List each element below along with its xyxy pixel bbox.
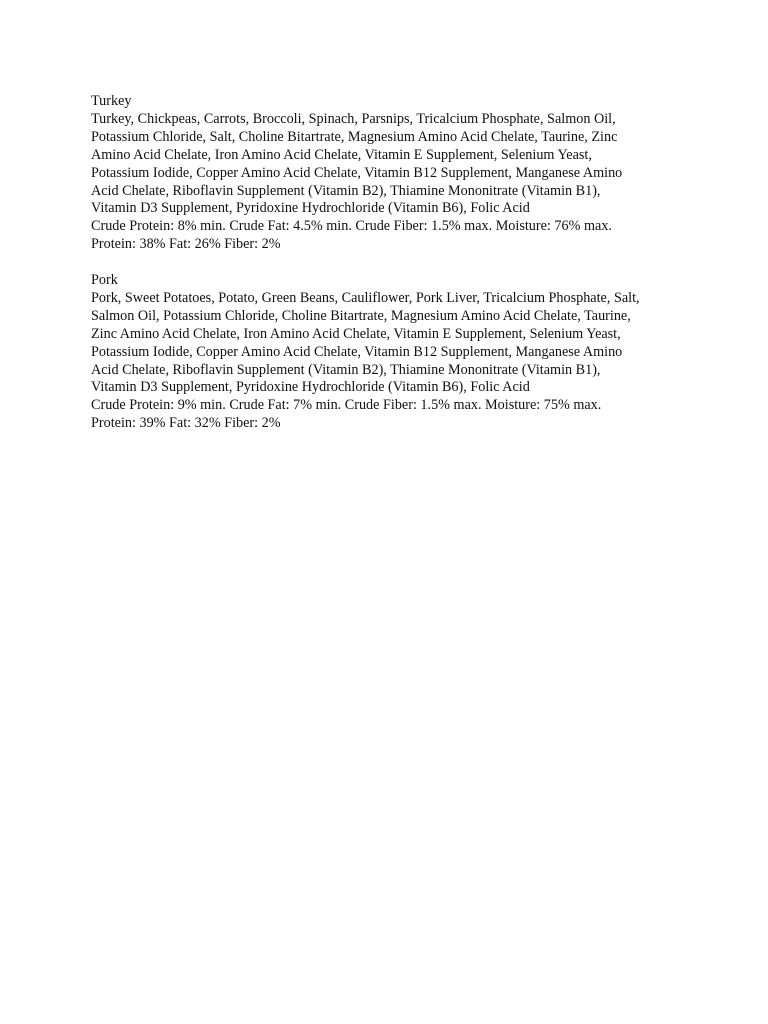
ingredient-line: Potassium Iodide, Copper Amino Acid Chelate, Vitamin B12 Supplement, Manganese Amino [91, 343, 623, 360]
ingredient-line: Salmon Oil, Potassium Chloride, Choline Bitartrate, Magnesium Amino Acid Chelate, Taurine, [91, 307, 631, 324]
document-body [91, 93, 691, 433]
guaranteed-analysis: Crude Protein: 8% min. Crude Fat: 4.5% min. Crude Fiber: 1.5% max. Moisture: 76% max. [91, 218, 612, 235]
ingredient-line: Vitamin D3 Supplement, Pyridoxine Hydrochloride (Vitamin B6), Folic Acid [91, 200, 530, 217]
ingredient-line: Turkey, Chickpeas, Carrots, Broccoli, Spinach, Parsnips, Tricalcium Phosphate, Salmon Oil, [91, 110, 616, 127]
ingredient-line: Vitamin D3 Supplement, Pyridoxine Hydrochloride (Vitamin B6), Folic Acid [91, 379, 530, 396]
ingredient-line: Acid Chelate, Riboflavin Supplement (Vitamin B2), Thiamine Mononitrate (Vitamin B1), [91, 182, 601, 199]
ingredient-line: Potassium Iodide, Copper Amino Acid Chelate, Vitamin B12 Supplement, Manganese Amino [91, 164, 623, 181]
ingredient-line: Potassium Chloride, Salt, Choline Bitartrate, Magnesium Amino Acid Chelate, Taurine, Zinc [91, 128, 618, 145]
ingredient-line: Zinc Amino Acid Chelate, Iron Amino Acid Chelate, Vitamin E Supplement, Selenium Yeast, [91, 325, 621, 342]
recipe-section-turkey [91, 93, 691, 254]
guaranteed-analysis: Crude Protein: 9% min. Crude Fat: 7% min. Crude Fiber: 1.5% max. Moisture: 75% max. [91, 397, 602, 414]
dry-matter-analysis: Protein: 39% Fat: 32% Fiber: 2% [91, 415, 281, 432]
recipe-section-pork [91, 272, 691, 433]
section-heading: Pork [91, 272, 118, 289]
ingredient-line: Pork, Sweet Potatoes, Potato, Green Beans, Cauliflower, Pork Liver, Tricalcium Phosphate, Salt, [91, 289, 640, 306]
section-heading: Turkey [91, 93, 132, 109]
dry-matter-analysis: Protein: 38% Fat: 26% Fiber: 2% [91, 236, 281, 253]
ingredient-line: Amino Acid Chelate, Iron Amino Acid Chelate, Vitamin E Supplement, Selenium Yeast, [91, 146, 592, 163]
ingredient-line: Acid Chelate, Riboflavin Supplement (Vitamin B2), Thiamine Mononitrate (Vitamin B1), [91, 361, 601, 378]
